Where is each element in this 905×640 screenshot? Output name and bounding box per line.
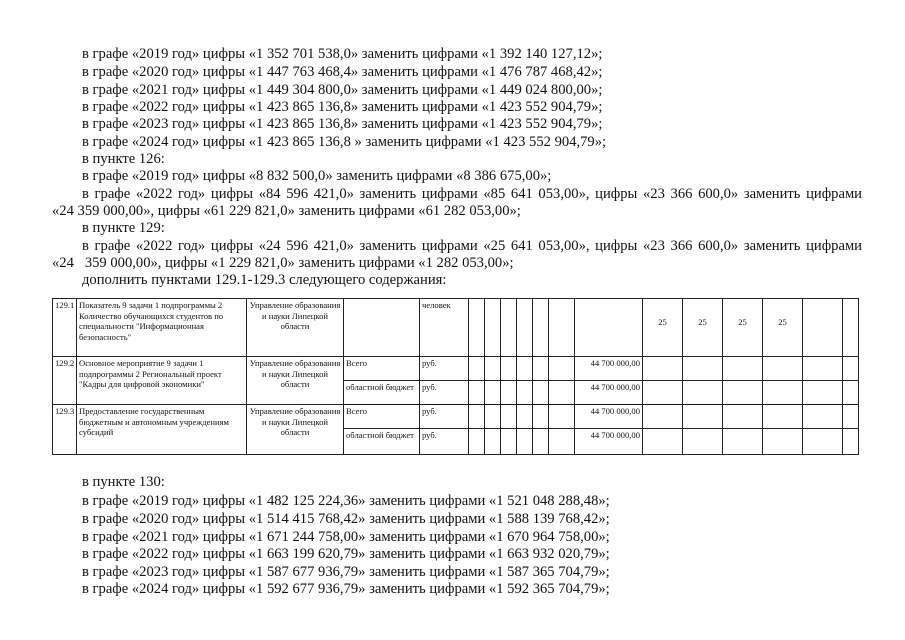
row-source: Всего [344,405,420,429]
text-line: в графе «2019 год» цифры «8 832 500,0» заменить цифрами «8 386 675,00»; [82,168,552,184]
row-name: Предоставление государственным бюджетным и автономным учреждениям субсидий [77,405,247,455]
row-source: областной бюджет [344,429,420,455]
row-unit: руб. [420,405,469,429]
row-amount: 44 700 000,00 [575,357,643,381]
row-organization: Управление образования и науки Липецкой области [247,299,344,357]
row-source: Всего [344,357,420,381]
row-organization: Управление образования и науки Липецкой области [247,357,344,405]
row-name: Основное мероприятие 9 задачи 1 подпрограммы 2 Региональный проект "Кадры для цифровой экономики" [77,357,247,405]
row-value: 25 [683,299,723,357]
text-line: в графе «2023 год» цифры «1 423 865 136,8» заменить цифрами «1 423 552 904,79»; [82,116,603,132]
text-line: в графе «2022 год» цифры «24 596 421,0» заменить цифрами «25 641 053,00», цифры «23 366 600,0» заменить цифрами [82,238,862,254]
text-line: в графе «2021 год» цифры «1 671 244 758,00» заменить цифрами «1 670 964 758,00»; [82,529,610,545]
row-number: 129.1 [53,299,77,357]
text-line: «24 359 000,00», цифры «61 229 821,0» заменить цифрами «61 282 053,00»; [52,203,521,219]
indicators-table [52,298,859,455]
text-line: в графе «2020 год» цифры «1 514 415 768,42» заменить цифрами «1 588 139 768,42»; [82,511,610,527]
row-source [344,299,420,357]
row-organization: Управление образования и науки Липецкой области [247,405,344,455]
row-amount: 44 700 000,00 [575,429,643,455]
text-line: в графе «2022 год» цифры «1 423 865 136,8» заменить цифрами «1 423 552 904,79»; [82,99,603,115]
row-number: 129.2 [53,357,77,405]
row-unit: руб. [420,381,469,405]
table-row [53,299,859,357]
table-row [53,357,859,381]
text-line: в пункте 130: [82,474,165,490]
text-line: дополнить пунктами 129.1-129.3 следующего содержания: [82,272,447,288]
text-line: «24 359 000,00», цифры «1 229 821,0» заменить цифрами «1 282 053,00»; [52,255,514,271]
row-amount: 44 700 000,00 [575,405,643,429]
row-name: Показатель 9 задачи 1 подпрограммы 2 Количество обучающихся студентов по специальности "Информационная безопасность" [77,299,247,357]
text-line: в пункте 129: [82,220,165,236]
text-line: в графе «2021 год» цифры «1 449 304 800,0» заменить цифрами «1 449 024 800,00»; [82,82,603,98]
row-unit: руб. [420,357,469,381]
text-line: в графе «2022 год» цифры «84 596 421,0» заменить цифрами «85 641 053,00», цифры «23 366 600,0» заменить цифрами [82,186,862,202]
text-line: в графе «2023 год» цифры «1 587 677 936,79» заменить цифрами «1 587 365 704,79»; [82,564,610,580]
row-value: 25 [763,299,803,357]
row-unit: человек [420,299,469,357]
row-value: 25 [643,299,683,357]
row-source: областной бюджет [344,381,420,405]
row-amount: 44 700 000,00 [575,381,643,405]
row-amount [575,299,643,357]
table-row [53,405,859,429]
text-line: в графе «2024 год» цифры «1 423 865 136,8 » заменить цифрами «1 423 552 904,79»; [82,134,607,150]
row-value: 25 [723,299,763,357]
text-line: в графе «2019 год» цифры «1 352 701 538,0» заменить цифрами «1 392 140 127,12»; [82,46,603,62]
row-number: 129.3 [53,405,77,455]
text-line: в графе «2019 год» цифры «1 482 125 224,36» заменить цифрами «1 521 048 288,48»; [82,493,610,509]
text-line: в графе «2020 год» цифры «1 447 763 468,4» заменить цифрами «1 476 787 468,42»; [82,64,603,80]
text-line: в графе «2022 год» цифры «1 663 199 620,79» заменить цифрами «1 663 932 020,79»; [82,546,610,562]
row-unit: руб. [420,429,469,455]
text-line: в пункте 126: [82,151,165,167]
text-line: в графе «2024 год» цифры «1 592 677 936,79» заменить цифрами «1 592 365 704,79»; [82,581,610,597]
